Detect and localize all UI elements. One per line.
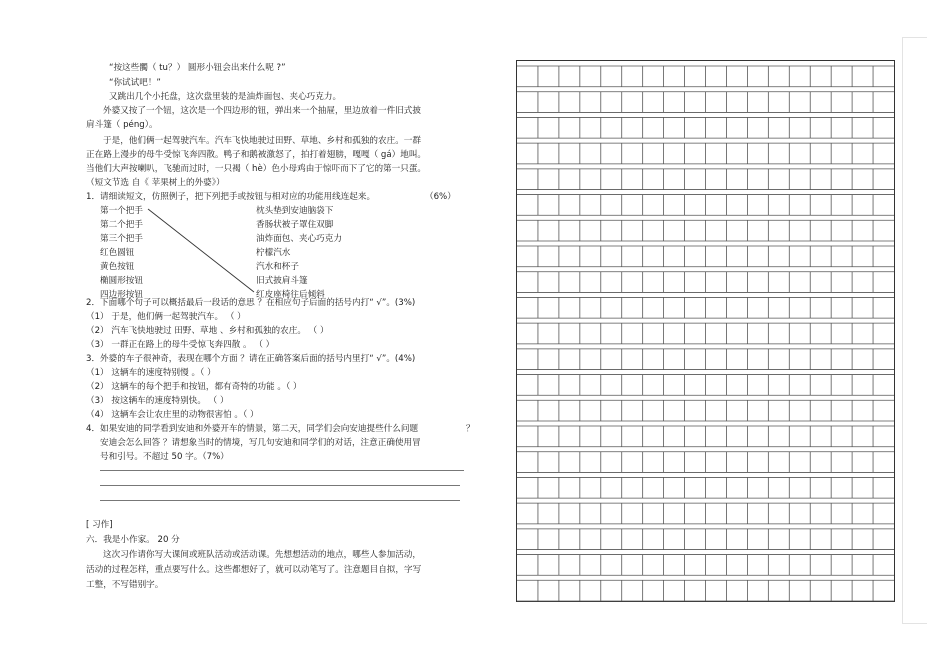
q4-line-3: 号和引号。不超过 50 字。（7%） bbox=[100, 452, 229, 462]
writing-grid-lines bbox=[517, 61, 896, 603]
q1-score: （6%） bbox=[425, 192, 456, 202]
q1-right-item-6: 旧式披肩斗篷 bbox=[256, 276, 308, 286]
q4-line-1-question-mark: ？ bbox=[466, 424, 475, 434]
q2-option-3[interactable]: （3） 一群正在路上的母牛受惊飞奔四散 。 （ ） bbox=[86, 340, 275, 350]
story-line-4: 外婆又按了一个钮，这次是一个四边形的钮，弹出来一个抽屉，里边放着一件旧式披 bbox=[103, 106, 421, 116]
q3-option-3[interactable]: （3） 按这辆车的速度特别快。 （ ） bbox=[86, 396, 229, 406]
q4-line-1: 4．如果安迪的同学看到安迪和外婆开车的情景，第二天，同学们会向安迪提些什么问题 bbox=[86, 424, 419, 434]
q2-option-2[interactable]: （2） 汽车飞快地驶过 田野、草地 、乡村和孤独的农庄。 （ ） bbox=[86, 326, 329, 336]
story-line-8: 当他们大声按喇叭，飞驰而过时，一只褐（ hè）色小母鸡由于惊吓而下了它的第一只蛋。 bbox=[86, 164, 427, 174]
story-line-1: “按这些髑（ tu？） 圆形小钮会出来什么呢 ?” bbox=[109, 63, 286, 73]
q1-left-item-4: 红色圆钮 bbox=[100, 248, 135, 258]
q4-answer-line-3[interactable] bbox=[100, 500, 460, 501]
q1-left-item-7: 四边形按钮 bbox=[100, 290, 143, 300]
story-line-7: 正在路上漫步的母牛受惊飞奔四散。鸭子和鹅被激怒了，拍打着翅膀，嘎嘎（ gá）地叫。 bbox=[86, 150, 427, 160]
q1-left-item-2: 第二个把手 bbox=[100, 220, 143, 230]
composition-body-2: 活动的过程怎样，重点要写什么。这些都想好了，就可以动笔写了。注意题目自拟，字写 bbox=[86, 565, 422, 575]
q1-right-item-7: 红皮座椅往后倾斜 bbox=[256, 290, 325, 300]
q3-option-4[interactable]: （4） 这辆车会让农庄里的动物很害怕 。（ ） bbox=[86, 410, 259, 420]
composition-title: 六．我是小作家。 20 分 bbox=[86, 535, 180, 545]
q2-stem: 2．下面哪个句子可以概括最后一段话的意思 ？在相应句子后面的括号内打“ √”。(3%) bbox=[86, 298, 416, 308]
q1-left-item-5: 黄色按钮 bbox=[100, 262, 135, 272]
q1-right-item-3: 油炸面包、夹心巧克力 bbox=[256, 234, 342, 244]
q2-option-1[interactable]: （1） 于是，他们俩一起驾驶汽车。 （ ） bbox=[86, 312, 246, 322]
q1-stem-text: 1．请细读短文，仿照例子，把下列把手或按钮与相对应的功能用线连起来。 bbox=[86, 192, 376, 202]
q3-stem: 3．外婆的车子很神奇，表现在哪个方面 ？请在正确答案后面的括号内里打“ √”。(4%) bbox=[86, 354, 416, 364]
q3-option-1[interactable]: （1） 这辆车的速度特别慢 。（ ） bbox=[86, 368, 216, 378]
q1-left-item-1: 第一个把手 bbox=[100, 206, 143, 216]
q4-line-2: 安迪会怎么回答 ？请想象当时的情境，写几句安迪和同学们的对话，注意正确使用冒 bbox=[100, 438, 421, 448]
q3-option-2[interactable]: （2） 这辆车的每个把手和按钮，都有奇特的功能 。（ ） bbox=[86, 382, 302, 392]
q1-left-item-6: 椭圆形按钮 bbox=[100, 276, 143, 286]
page-edge-decoration bbox=[902, 37, 927, 624]
q4-answer-line-1[interactable] bbox=[100, 470, 464, 471]
story-source: （短文节选 自《 苹果树上的外婆》） bbox=[86, 178, 225, 188]
q4-answer-line-2[interactable] bbox=[100, 485, 460, 486]
q1-right-item-2: 香肠状被子罩住双脚 bbox=[256, 220, 334, 230]
composition-body-3: 工整，不写错别字。 bbox=[86, 580, 164, 590]
composition-body-1: 这次习作请你写大课间或班队活动或活动课。先想想活动的地点，哪些人参加活动， bbox=[103, 550, 421, 560]
q1-right-item-1: 枕头垫到安迪脑袋下 bbox=[256, 206, 334, 216]
q1-left-item-3: 第三个把手 bbox=[100, 234, 143, 244]
composition-writing-grid[interactable] bbox=[516, 60, 895, 602]
q1-right-item-4: 柠檬汽水 bbox=[256, 248, 291, 258]
composition-header: [ 习作] bbox=[86, 520, 113, 530]
story-line-6: 于是，他们俩一起驾驶汽车。汽车飞快地驶过田野、草地、乡村和孤独的农庄。一群 bbox=[103, 136, 421, 146]
q1-right-item-5: 汽水和杯子 bbox=[256, 262, 299, 272]
story-line-3: 又跳出几个小托盘，这次盘里装的是油炸面包、夹心巧克力。 bbox=[109, 92, 342, 102]
story-line-5: 肩斗篷（ péng）。 bbox=[86, 120, 158, 130]
story-line-2: “你试试吧！” bbox=[109, 78, 161, 88]
